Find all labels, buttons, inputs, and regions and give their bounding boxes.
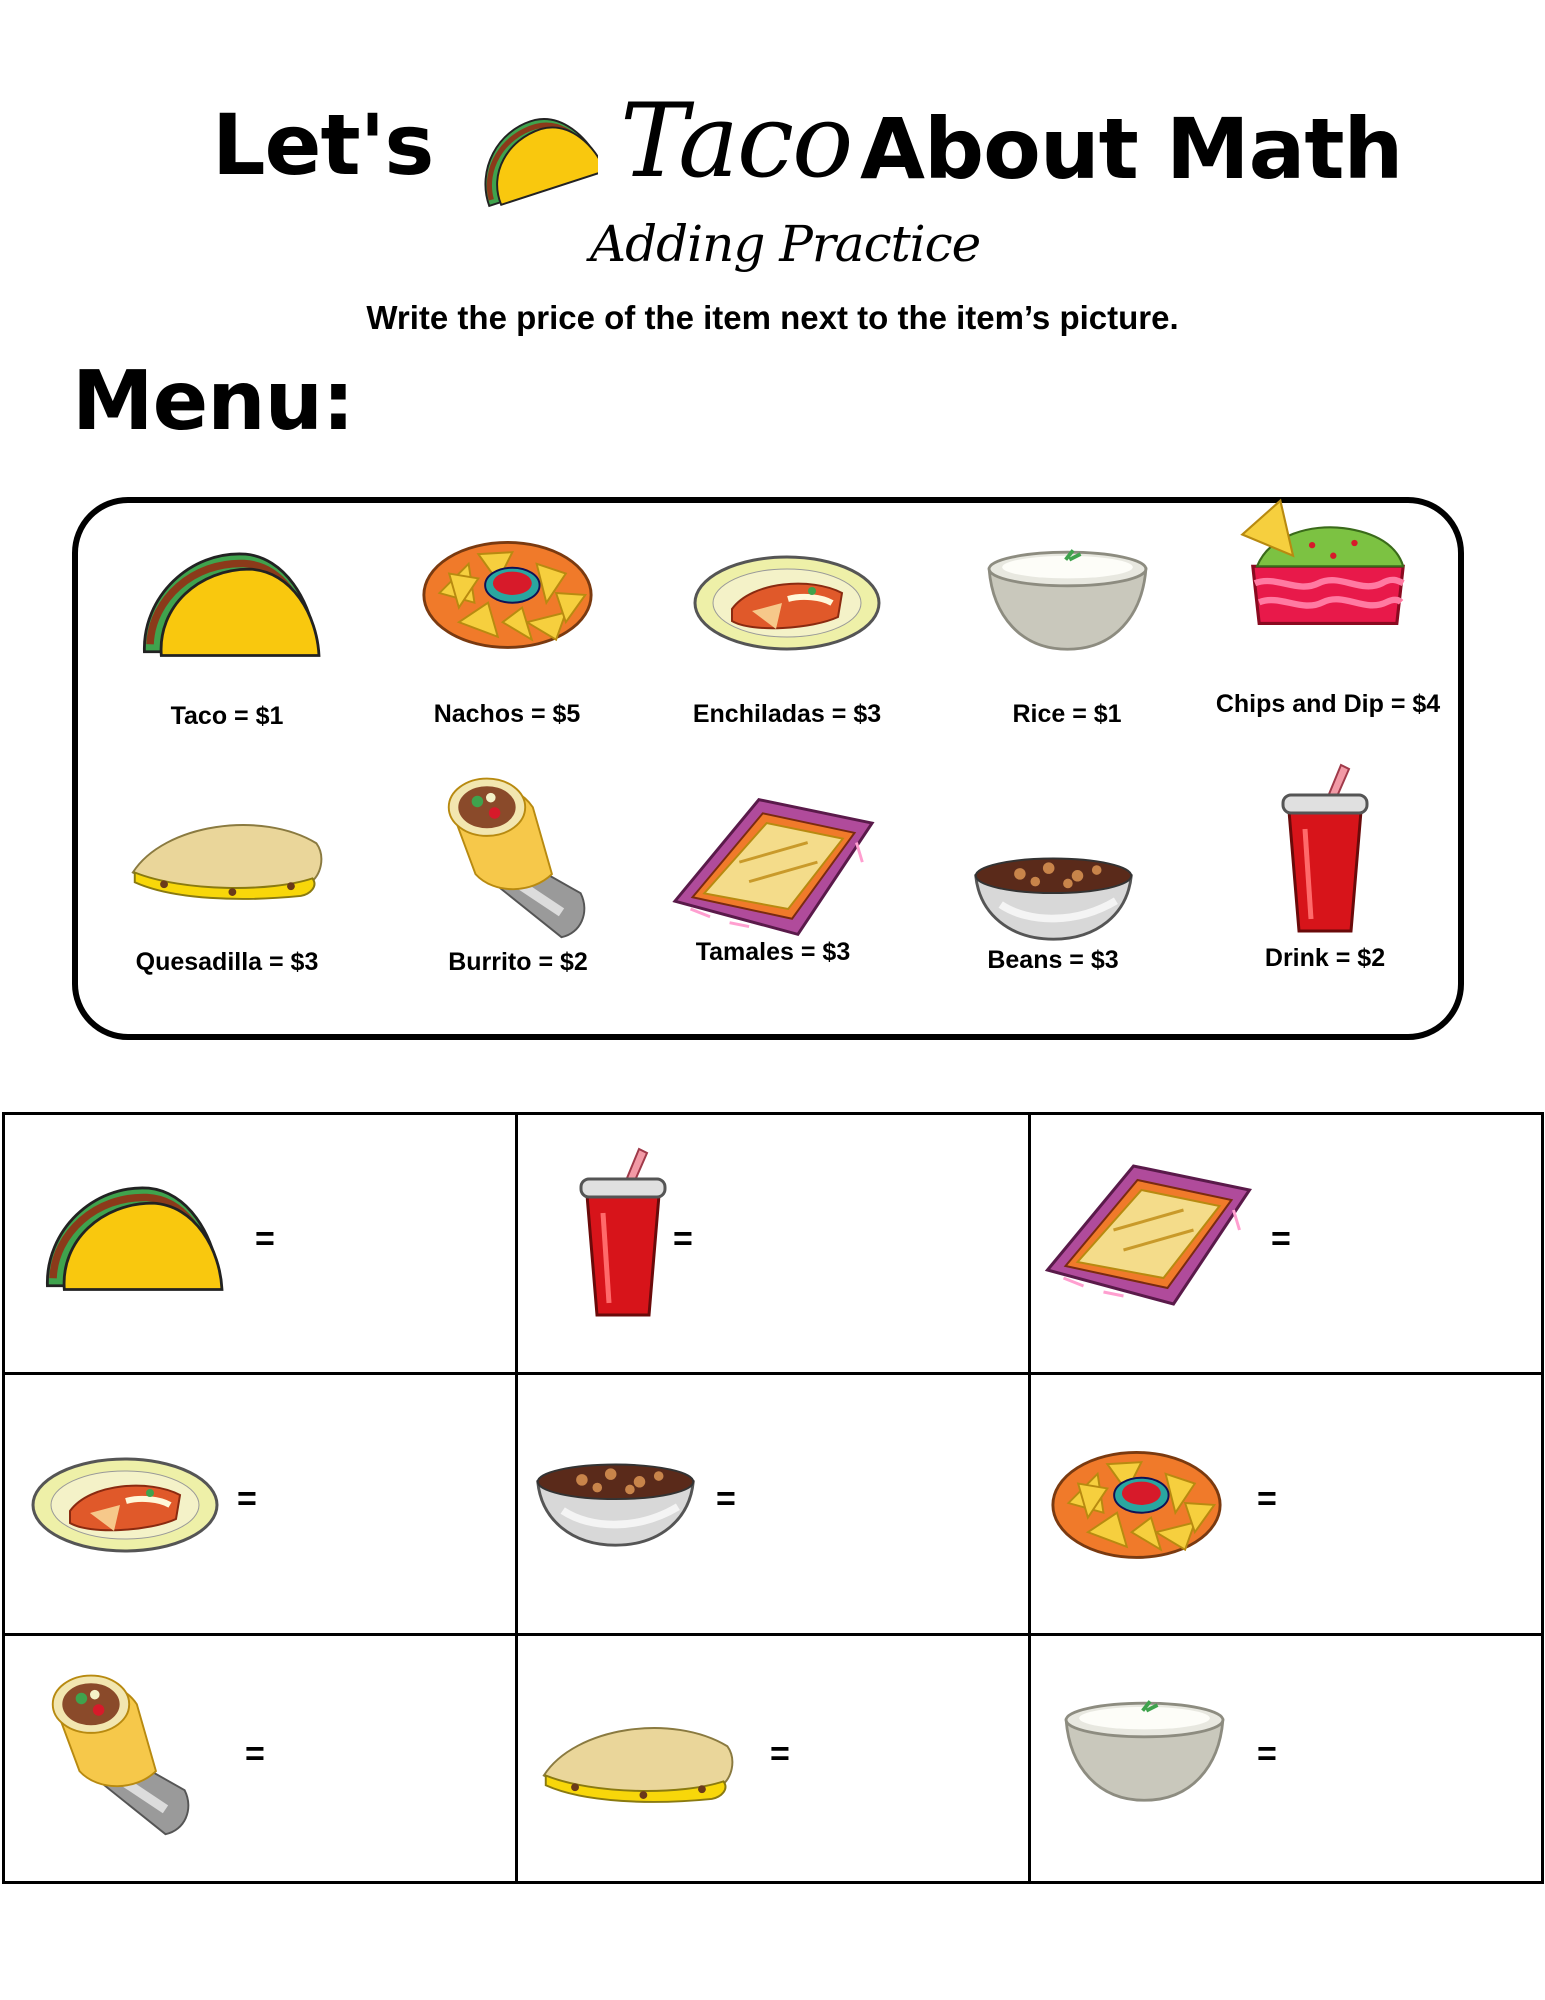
menu-item-drink (1185, 759, 1465, 973)
menu-item-beans (913, 847, 1193, 975)
menu-heading: Menu: (72, 354, 354, 449)
menu-label: Beans = $3 (987, 946, 1119, 974)
menu-item-burrito (378, 769, 658, 977)
title-row (0, 82, 1545, 225)
menu-label: Rice = $1 (1012, 700, 1122, 728)
worksheet-cell-quesadilla[interactable] (517, 1634, 1030, 1882)
menu-box (72, 497, 1464, 1040)
taco-icon (35, 1175, 225, 1297)
title-about-math: About Math (860, 100, 1403, 198)
menu-label: Enchiladas = $3 (692, 700, 882, 728)
instructions: Write the price of the item next to the item’s picture. (366, 299, 1179, 336)
worksheet-grid (2, 1112, 1544, 1884)
equals-sign: = (1257, 1480, 1277, 1519)
menu-label: Quesadilla = $3 (135, 948, 319, 976)
menu-item-quesadilla (87, 803, 367, 977)
nachos-icon (420, 533, 595, 653)
tamales-icon (1041, 1160, 1256, 1310)
worksheet-cell-tamales[interactable] (1030, 1114, 1543, 1374)
equals-sign: = (716, 1480, 736, 1519)
worksheet-cell-enchiladas[interactable] (4, 1374, 517, 1634)
equals-sign: = (237, 1480, 257, 1519)
enchiladas-icon (692, 551, 882, 651)
nachos-icon (1049, 1443, 1224, 1563)
beans-icon (533, 1453, 698, 1549)
menu-item-enchiladas (647, 551, 927, 729)
equals-sign: = (245, 1734, 265, 1773)
quesadilla-icon (125, 803, 330, 903)
taco-icon (132, 541, 322, 663)
drink-icon (1275, 759, 1375, 939)
menu-label: Taco = $1 (170, 702, 284, 730)
subtitle: Adding Practice (590, 215, 981, 273)
chips-and-dip-icon (1238, 491, 1418, 631)
worksheet-cell-beans[interactable] (517, 1374, 1030, 1634)
worksheet-cell-nachos[interactable] (1030, 1374, 1543, 1634)
menu-item-nachos (367, 533, 647, 729)
worksheet-cell-burrito[interactable] (4, 1634, 517, 1882)
tamales-icon (671, 793, 876, 941)
menu-item-rice (927, 541, 1207, 729)
beans-icon (971, 847, 1136, 943)
quesadilla-icon (536, 1706, 741, 1806)
equals-sign: = (255, 1220, 275, 1258)
enchiladas-icon (30, 1453, 220, 1553)
taco-icon (468, 103, 598, 208)
equals-sign: = (1271, 1220, 1291, 1258)
rice-icon (980, 541, 1155, 653)
menu-label: Drink = $2 (1264, 944, 1386, 972)
menu-item-chips-and-dip (1178, 491, 1478, 719)
burrito-icon (35, 1666, 210, 1838)
worksheet-cell-rice[interactable] (1030, 1634, 1543, 1882)
title-lets: Let's (212, 96, 434, 194)
title-taco: Taco (620, 82, 852, 201)
menu-label: Burrito = $2 (448, 948, 588, 976)
worksheet-cell-taco[interactable] (4, 1114, 517, 1374)
worksheet-cell-drink[interactable] (517, 1114, 1030, 1374)
rice-icon (1057, 1692, 1232, 1804)
menu-item-tamales (633, 793, 913, 967)
menu-label: Nachos = $5 (433, 700, 581, 728)
equals-sign: = (673, 1220, 693, 1258)
drink-icon (573, 1143, 673, 1323)
burrito-icon (431, 769, 606, 941)
equals-sign: = (1257, 1734, 1277, 1773)
equals-sign: = (770, 1734, 790, 1773)
menu-label: Tamales = $3 (695, 938, 851, 966)
menu-label: Chips and Dip = $4 (1215, 690, 1441, 718)
menu-item-taco (87, 541, 367, 731)
